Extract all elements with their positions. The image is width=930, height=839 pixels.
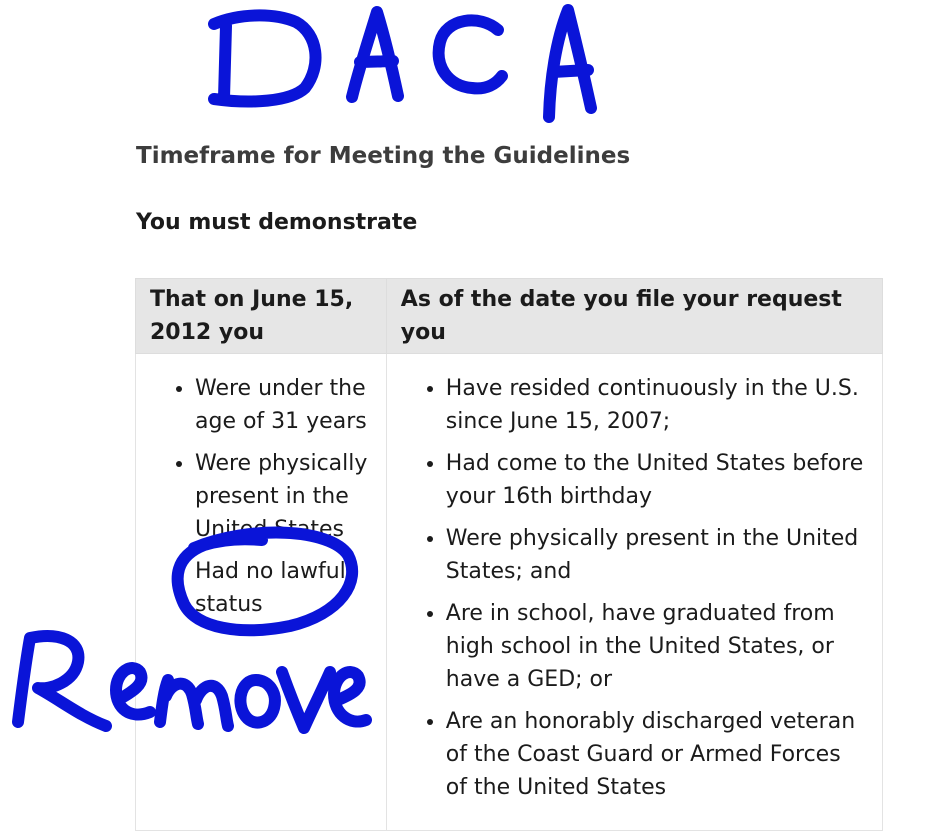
list-item: • Were physically present in the United States (195, 447, 372, 546)
list-item: • Were physically present in the United States; and (446, 522, 868, 588)
column-header-june-2012: That on June 15, 2012 you (136, 279, 387, 354)
list-item: • Are in school, have graduated from high school in the United States, or have a GED; or (446, 597, 868, 696)
table-row (136, 354, 883, 831)
section-heading: Timeframe for Meeting the Guidelines (136, 143, 631, 169)
sub-heading: You must demonstrate (136, 210, 418, 235)
list-item: • Have resided continuously in the U.S. since June 15, 2007; (446, 372, 868, 438)
june-2012-cell (136, 354, 387, 831)
filing-date-cell (386, 354, 882, 831)
list-item: • Had come to the United States before your 16th birthday (446, 447, 868, 513)
handwritten-letter-d (214, 15, 316, 101)
list-item: • Were under the age of 31 years (195, 372, 372, 438)
filing-date-requirements-list (401, 372, 868, 804)
june-2012-requirements-list (150, 372, 372, 621)
table-header-row (136, 279, 883, 354)
handwritten-letter-a (549, 10, 591, 117)
handwritten-letter-a (352, 12, 398, 97)
column-header-filing-date: As of the date you file your request you (386, 279, 882, 354)
guidelines-table (135, 278, 883, 831)
list-item: • Are an honorably discharged veteran of the Coast Guard or Armed Forces of the United States (446, 705, 868, 804)
list-item: • Had no lawful status (195, 555, 372, 621)
handwritten-letter-c (439, 20, 502, 88)
